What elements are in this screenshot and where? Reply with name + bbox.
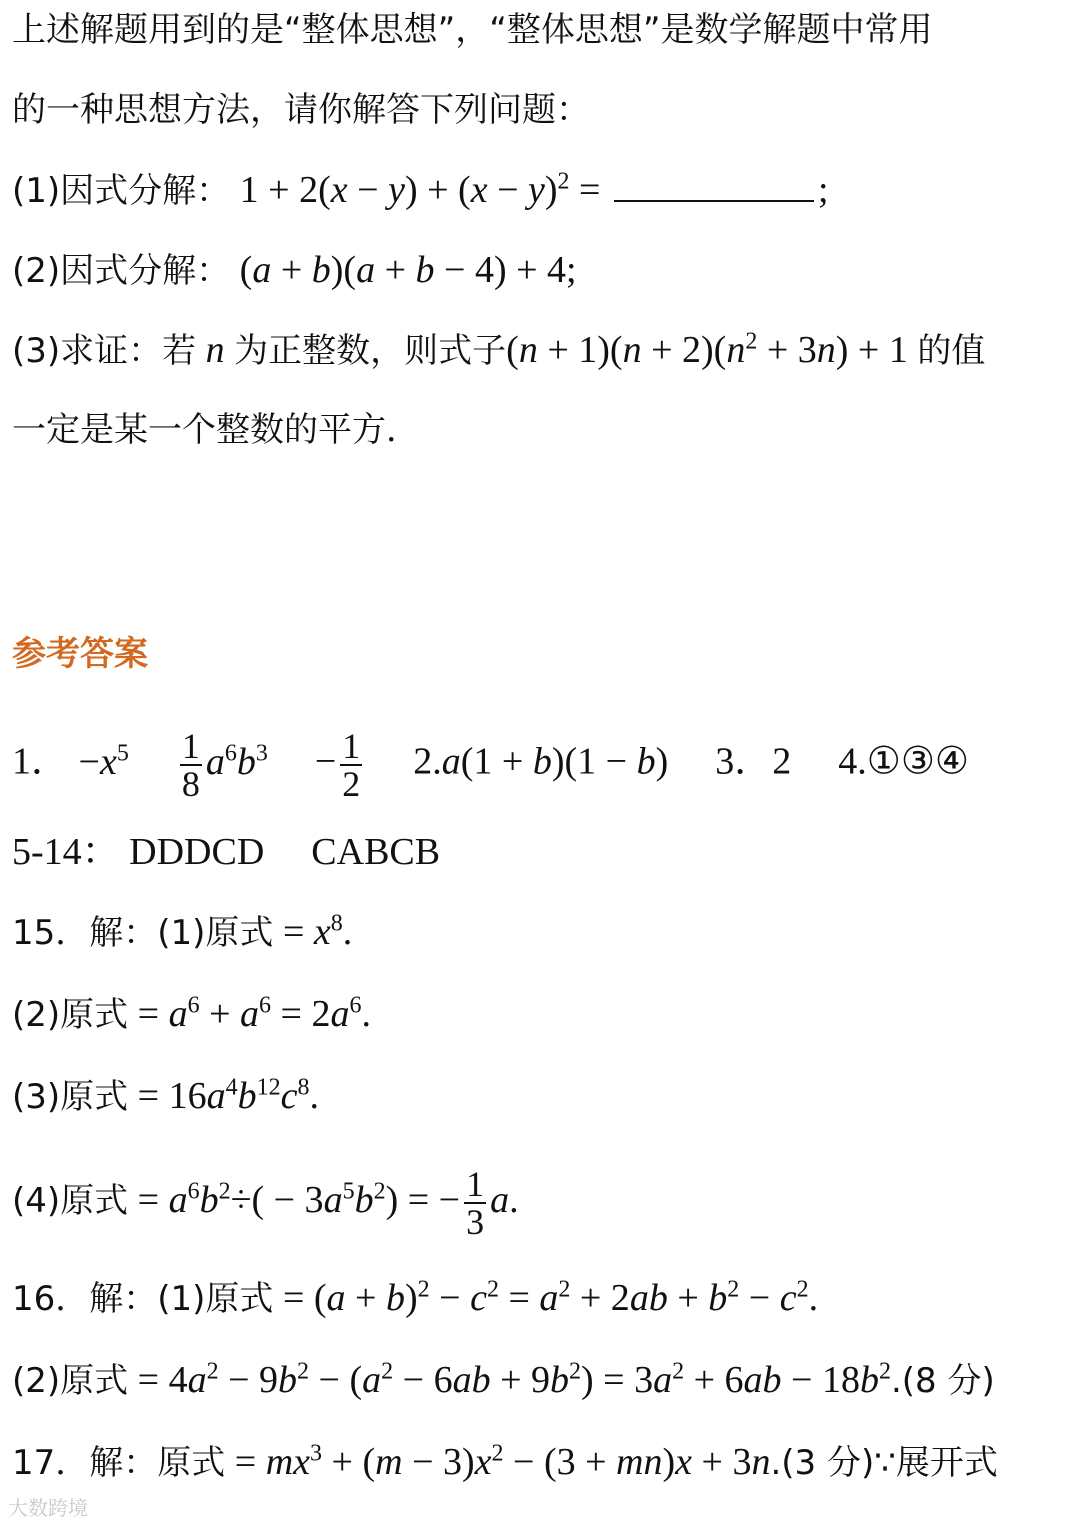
- question-3-line-2: 一定是某一个整数的平方．: [12, 410, 420, 450]
- question-2: [12, 246, 1072, 295]
- question-1-expression: $1 + 2(x - y) + (x - y)^2$ =: [239, 168, 601, 211]
- answer-16-2-label: (2)原式: [12, 1361, 129, 1401]
- answer-16-1: [12, 1274, 1072, 1323]
- answer-16-label: 16．解：(1)原式: [12, 1279, 274, 1319]
- question-3-suffix: 的值: [917, 331, 986, 371]
- answer-15-4-fraction: $\frac{1}{3}$: [466, 1164, 485, 1243]
- answer-5-14-group-1: DDDCD: [129, 831, 265, 873]
- question-2-label: (2)因式分解：: [12, 251, 231, 291]
- question-1-label: (1)因式分解：: [12, 171, 231, 211]
- answer-1-expr-a: $-x^5$: [78, 740, 129, 783]
- answer-15-3-expr: = $16a^4b^{12}c^8$.: [137, 1074, 319, 1117]
- watermark: 大数跨境: [8, 1496, 88, 1520]
- answer-15-4-label: (4)原式: [12, 1181, 129, 1221]
- answer-15-2-label: (2)原式: [12, 995, 129, 1035]
- question-3-expression: $(n + 1)(n + 2)(n^2 + 3n) + 1$: [506, 328, 908, 371]
- answer-1-neg-fraction: $\frac{1}{2}$: [342, 726, 361, 804]
- answer-blank[interactable]: [614, 170, 814, 202]
- answer-17: [12, 1438, 1072, 1487]
- answer-1-expr-b: $a^6b^3$: [205, 740, 268, 783]
- answer-1-fraction: $\frac{1}{8}$: [181, 726, 200, 804]
- answer-5-14-label: 5-14：: [12, 831, 120, 873]
- answer-16-2-score: .(8 分): [890, 1361, 995, 1401]
- answer-15-2-expr: = $a^6 + a^6 = 2a^6$.: [137, 992, 371, 1035]
- answer-4: 4.①③④: [838, 740, 969, 783]
- answer-3: 3．2: [715, 740, 792, 783]
- answer-16-2-expr: = $4a^2 - 9b^2 - (a^2 - 6ab + 9b^2) = 3a^2 + 6ab - 18b^2$: [137, 1358, 891, 1401]
- answer-15-3: [12, 1072, 1072, 1121]
- answer-16-2: [12, 1356, 1072, 1405]
- intro-line-1: 上述解题用到的是“整体思想”，“整体思想”是数学解题中常用: [12, 10, 933, 50]
- answer-1-label: 1．: [12, 740, 70, 783]
- answer-15-4: (4)原式 = $a^6b^2\div( - 3a^5b^2)$ = − $\frac{1}{3}$ a.: [12, 1164, 519, 1243]
- answer-2-expr: a(1 + b)(1 − b): [441, 740, 669, 783]
- answer-16-1-expr: = $(a + b)^2 - c^2 = a^2 + 2ab + b^2 - c^2$.: [282, 1276, 819, 1319]
- question-3: (3)求证：若 n 为正整数，则式子$(n + 1)(n + 2)(n^2 + 3n) + 1$ 的值: [12, 328, 986, 371]
- answer-17-score: .(3 分): [770, 1443, 875, 1483]
- answer-5-14: [12, 828, 1072, 876]
- answer-2-label: 2.: [413, 740, 442, 783]
- answer-1-4: 1． $-x^5$ $\frac{1}{8}$ $a^6b^3$ − $\frac{1}{2}$ 2.a(1 + b)(1 − b) 3．2 4.①③④: [12, 726, 969, 804]
- question-2-expression: (a + b)(a + b − 4) + 4;: [239, 249, 577, 291]
- answer-17-label: 17．解：原式: [12, 1443, 226, 1483]
- answer-15-3-label: (3)原式: [12, 1077, 129, 1117]
- answer-15-2: [12, 990, 1072, 1039]
- answer-15-1-expr: = $x^8$.: [282, 910, 353, 953]
- answer-5-14-group-2: CABCB: [311, 831, 441, 873]
- question-1: (1)因式分解： $1 + 2(x - y) + (x - y)^2$ = ;: [12, 168, 829, 211]
- answer-15-label: 15．解：(1)原式: [12, 913, 274, 953]
- answer-17-expr: = $mx^3 + (m - 3)x^2 - (3 + mn)x + 3n$: [234, 1440, 771, 1483]
- answer-15-4-expr: = $a^6b^2\div( - 3a^5b^2)$ = −: [137, 1178, 461, 1221]
- intro-line-2: 的一种思想方法，请你解答下列问题：: [12, 90, 590, 130]
- question-3-mid: 为正整数，则式子: [234, 331, 507, 371]
- answer-15-1: [12, 908, 1072, 957]
- question-3-label: (3)求证：若: [12, 331, 197, 371]
- answers-heading: 参考答案: [12, 634, 148, 674]
- answer-17-tail: ∵展开式: [874, 1443, 998, 1483]
